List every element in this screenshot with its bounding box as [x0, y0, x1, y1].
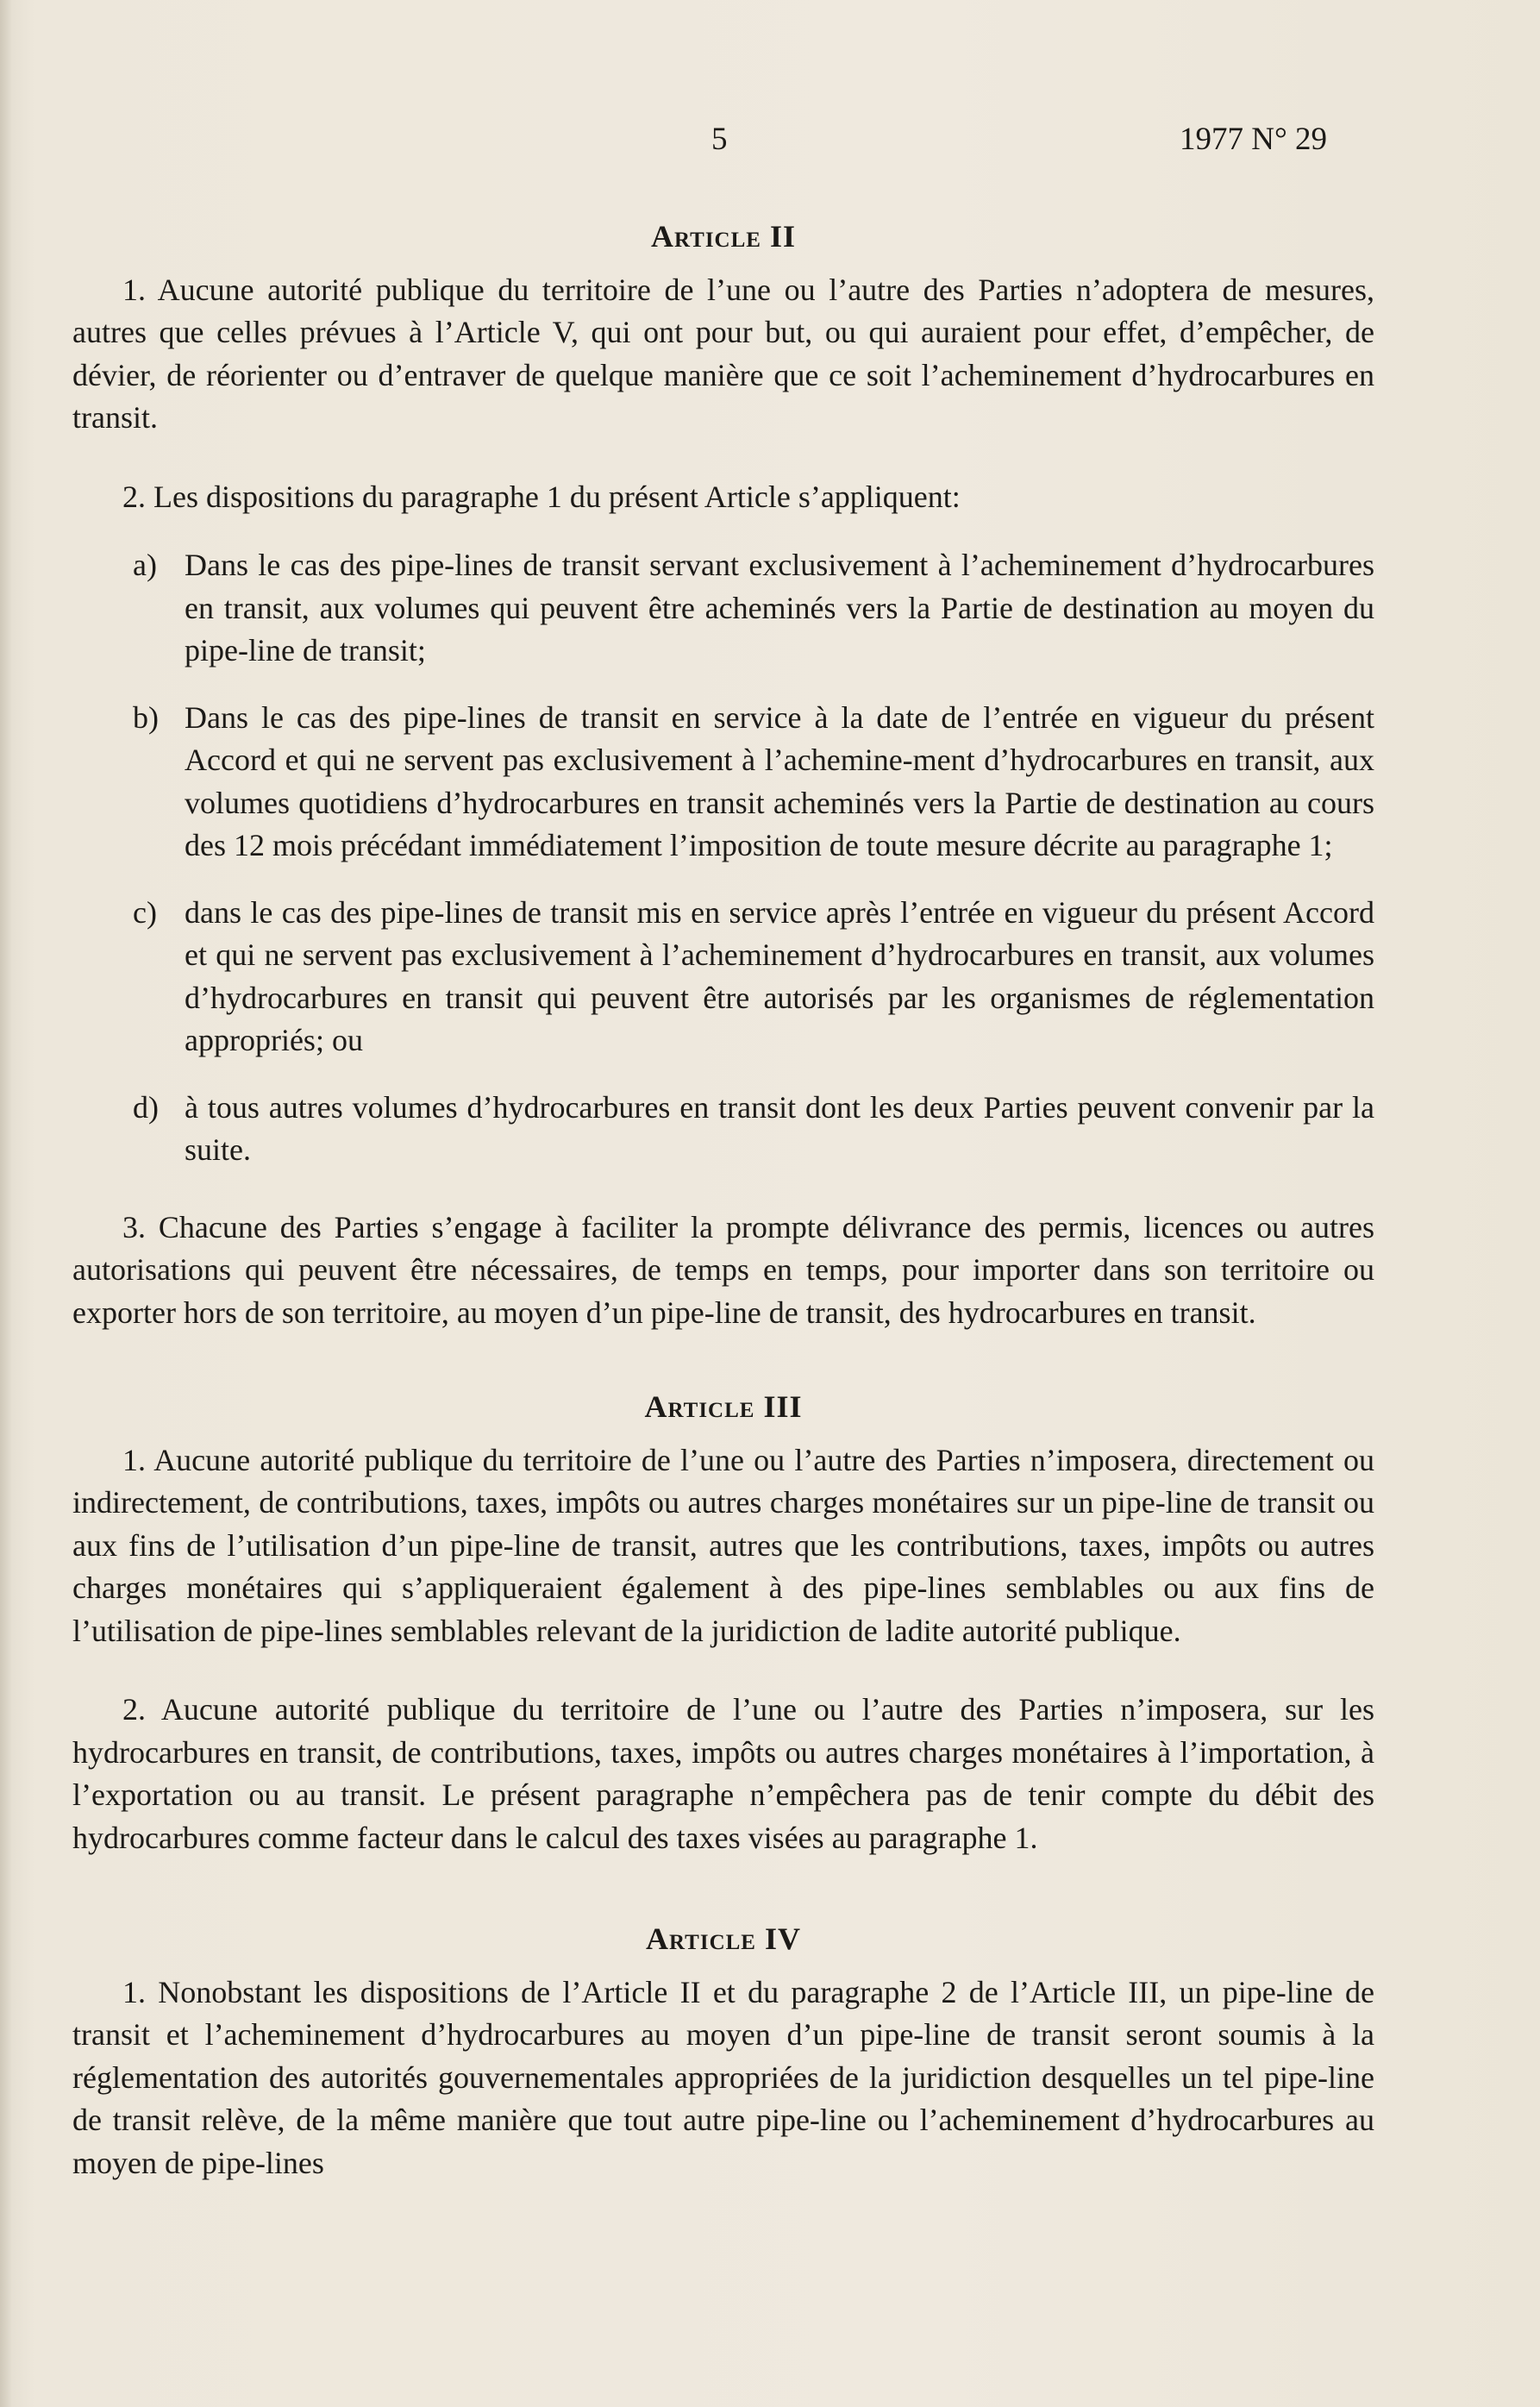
paragraph: 2. Aucune autorité publique du territoire de l’une ou l’autre des Parties n’imposera, sur les hydrocarbures en transit, de contributions, taxes, impôts ou autres charges monétaires à l’importation, à l’exportation ou au transit. Le présent paragraphe n’empêchera pas de tenir compte du débit des hydrocarbures comme facteur dans le calcul des taxes visées au paragraphe 1.: [72, 1692, 1374, 1855]
article-iv: [72, 1918, 1374, 2184]
list-item-label: b): [133, 699, 159, 735]
list-item: [72, 544, 1374, 673]
list-item: [72, 1087, 1374, 1172]
list-item-label: d): [133, 1089, 159, 1125]
page-number: 5: [711, 122, 728, 157]
paragraph: 1. Nonobstant les dispositions de l’Article II et du paragraphe 2 de l’Article III, un pipe-line de transit et l’acheminement d’hydrocarbures au moyen d’un pipe-line de transit seront soumis à la réglementation des autorités gouvernementales appropriées de la juridiction desquelles un tel pipe-line de transit relève, de la même manière que tout autre pipe-line ou l’acheminement d’hydrocarbures au moyen de pipe-lines: [72, 1974, 1374, 2180]
paragraph: 1. Aucune autorité publique du territoire de l’une ou l’autre des Parties n’imposera, directement ou indirectement, de contributions, taxes, impôts ou autres charges monétaires sur un pipe-line de transit ou aux fins de l’utilisation d’un pipe-line de transit, autres que les contributions, taxes, impôts ou autres charges monétaires qui s’appliqueraient également à des pipe-lines semblables ou aux fins de l’utilisation de pipe-lines semblables relevant de la juridiction de ladite autorité publique.: [72, 1442, 1374, 1648]
article-title: Article II: [650, 219, 796, 254]
list-item: [72, 697, 1374, 868]
list-item-text: Dans le cas des pipe-lines de transit en service à la date de l’entrée en vigueur du présent Accord et qui ne servent pas exclusivement à l’achemine-ment d’hydrocarbures en transit, aux volumes quotidiens d’hydrocarbures en transit acheminés vers la Partie de destination au cours des 12 mois précédant immédiatement l’imposition de toute mesure décrite au paragraphe 1;: [185, 699, 1374, 862]
list-item-label: a): [133, 548, 157, 582]
article-iii: [72, 1386, 1374, 1859]
article-ii: [72, 216, 1374, 1334]
enumerated-list: [72, 544, 1374, 1172]
list-item-text: dans le cas des pipe-lines de transit mis en service après l’entrée en vigueur du présent Accord et qui ne servent pas exclusivement à l’acheminement d’hydrocarbures en transit, aux volumes d’hydrocarbures en transit qui peuvent être autorisés par les organismes de réglementation appropriés; ou: [185, 894, 1374, 1057]
page-header: [0, 121, 1540, 172]
paragraph: 2. Les dispositions du paragraphe 1 du présent Article s’appliquent:: [122, 479, 961, 514]
article-title: Article III: [644, 1389, 803, 1424]
paragraph: 1. Aucune autorité publique du territoire de l’une ou l’autre des Parties n’adoptera de mesures, autres que celles prévues à l’Article V, qui ont pour but, ou qui auraient pour effet, d’empêcher, de dévier, de réorienter ou d’entraver de quelque manière que ce soit l’acheminement d’hydrocarbures en transit.: [72, 272, 1374, 435]
document-reference: 1977 N° 29: [1180, 122, 1328, 157]
list-item-text: à tous autres volumes d’hydrocarbures en transit dont les deux Parties peuvent convenir par la suite.: [185, 1089, 1374, 1167]
list-item-label: c): [133, 894, 157, 930]
list-item: [72, 892, 1374, 1062]
page-edge-shadow: [0, 0, 12, 2407]
document-body: [72, 216, 1374, 2203]
article-title: Article IV: [646, 1921, 801, 1956]
paragraph: 3. Chacune des Parties s’engage à faciliter la prompte délivrance des permis, licences ou autres autorisations qui peuvent être nécessaires, de temps en temps, pour importer dans son territoire ou exporter hors de son territoire, au moyen d’un pipe-line de transit, des hydrocarbures en transit.: [72, 1209, 1374, 1330]
list-item-text: Dans le cas des pipe-lines de transit servant exclusivement à l’acheminement d’hydrocarbures en transit, aux volumes qui peuvent être acheminés vers la Partie de destination au moyen du pipe-line de transit;: [185, 548, 1374, 668]
